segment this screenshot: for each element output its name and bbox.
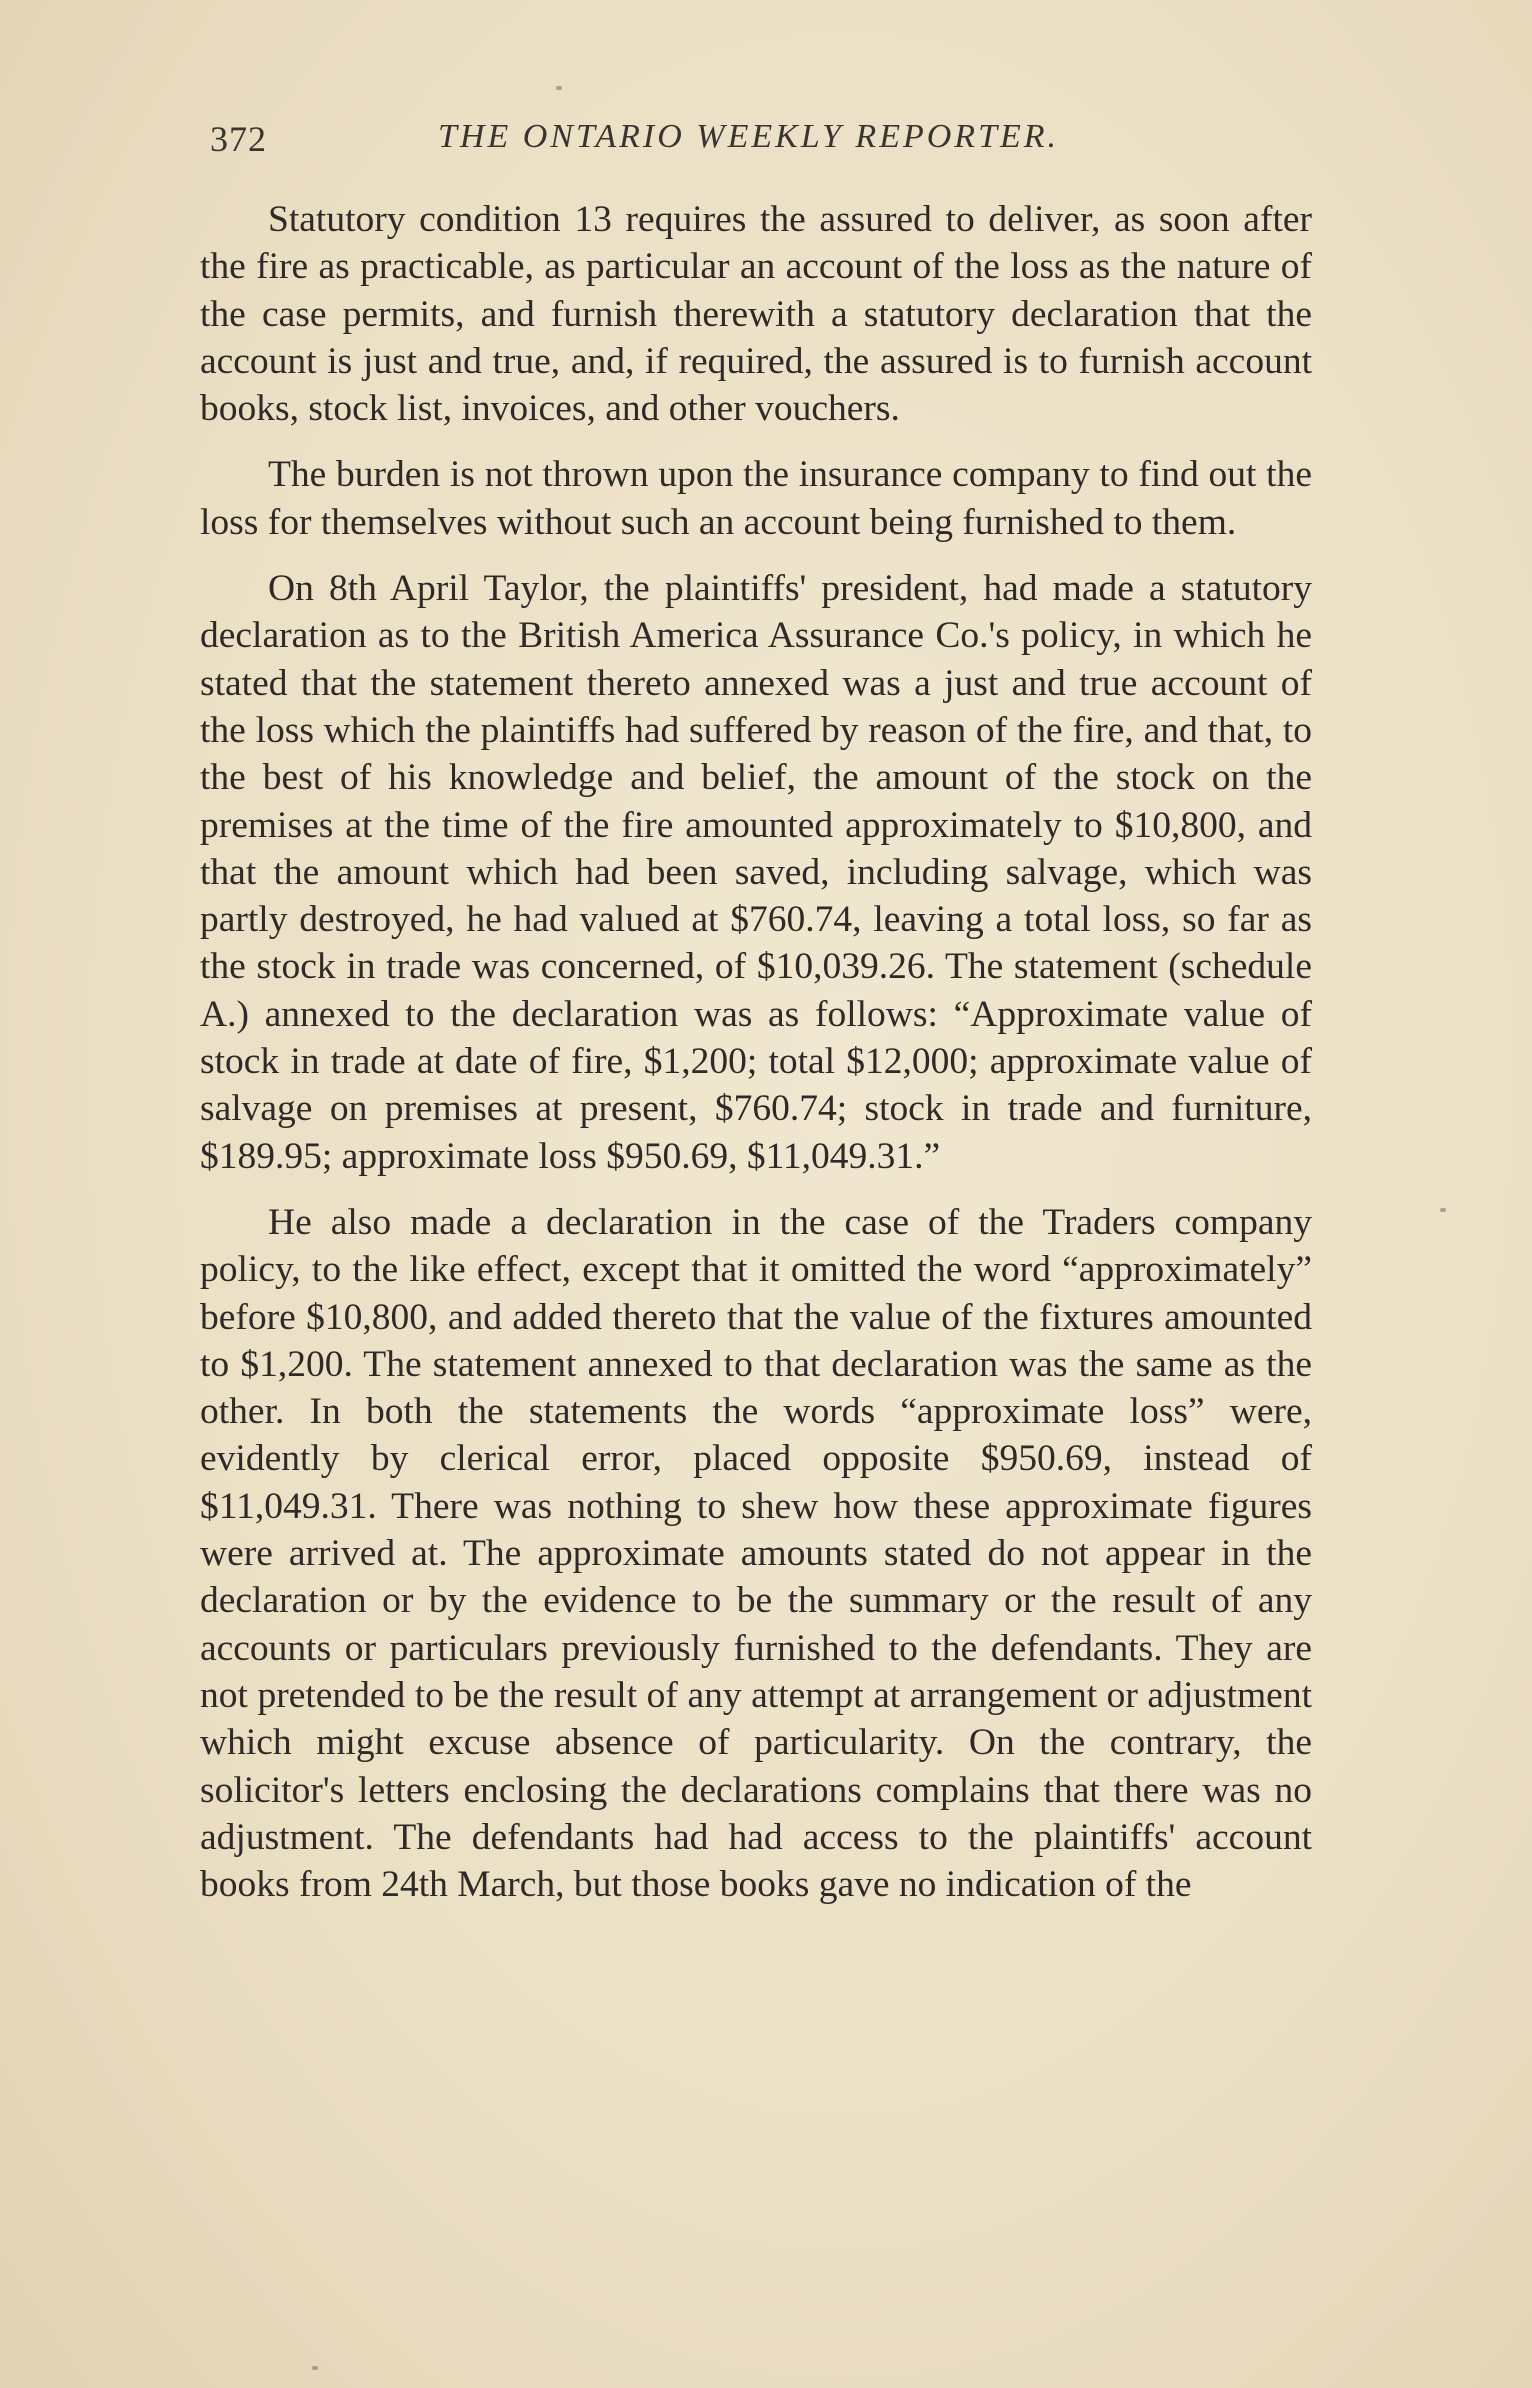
page-number: 372 (210, 119, 267, 159)
paragraph-burden: The burden is not thrown upon the insurance company to find out the loss for themselves without such an account being furnished to them. (200, 454, 1312, 543)
body-text (200, 196, 1312, 1908)
print-speck (1440, 1208, 1446, 1212)
paragraph-taylor-declaration: On 8th April Taylor, the plaintiffs' president, had made a statutory declaration as to the British America Assurance Co.'s policy, in which he stated that the statement thereto annexed was a just and true account of the loss which the plaintiffs had suffered by reason of the fire, and that, to the best of his knowledge and belief, the amount of the stock on the premises at the time of the fire amounted approximately to $10,800, and that the amount which had been saved, including salvage, which was partly destroyed, he had valued at $760.74, leaving a total loss, so far as the stock in trade was concerned, of $10,039.26. The statement (schedule A.) annexed to the declaration was as follows: “Approximate value of stock in trade at date of fire, $1,200; total $12,000; approximate value of salvage on premises at present, $760.74; stock in trade and furniture, $189.95; approximate loss $950.69, $11,049.31.” (200, 568, 1312, 1177)
running-head (210, 118, 1310, 168)
print-speck (312, 2366, 318, 2370)
paragraph-statutory-condition: Statutory condition 13 requires the assured to deliver, as soon after the fire as practicable, as particular an account of the loss as the nature of the case permits, and furnish therewith a statutory declaration that the account is just and true, and, if required, the assured is to furnish account books, stock list, invoices, and other vouchers. (200, 199, 1312, 430)
print-speck (556, 86, 562, 90)
journal-title: THE ONTARIO WEEKLY REPORTER. (438, 118, 1060, 155)
paragraph-traders-declaration: He also made a declaration in the case of the Traders company policy, to the like effect, except that it omitted the word “approximately” before $10,800, and added thereto that the value of the fixtures amounted to $1,200. The statement annexed to that declaration was the same as the other. In both the statements the words “approximate loss” were, evidently by clerical error, placed opposite $950.69, instead of $11,049.31. There was nothing to shew how these approximate figures were arrived at. The approximate amounts stated do not appear in the declaration or by the evidence to be the summary or the result of any accounts or particulars previously furnished to the defendants. They are not pretended to be the result of any attempt at arrangement or adjustment which might excuse absence of particularity. On the contrary, the solicitor's letters enclosing the declarations complains that there was no adjustment. The defendants had had access to the plaintiffs' account books from 24th March, but those books gave no indication of the (200, 1201, 1312, 1906)
